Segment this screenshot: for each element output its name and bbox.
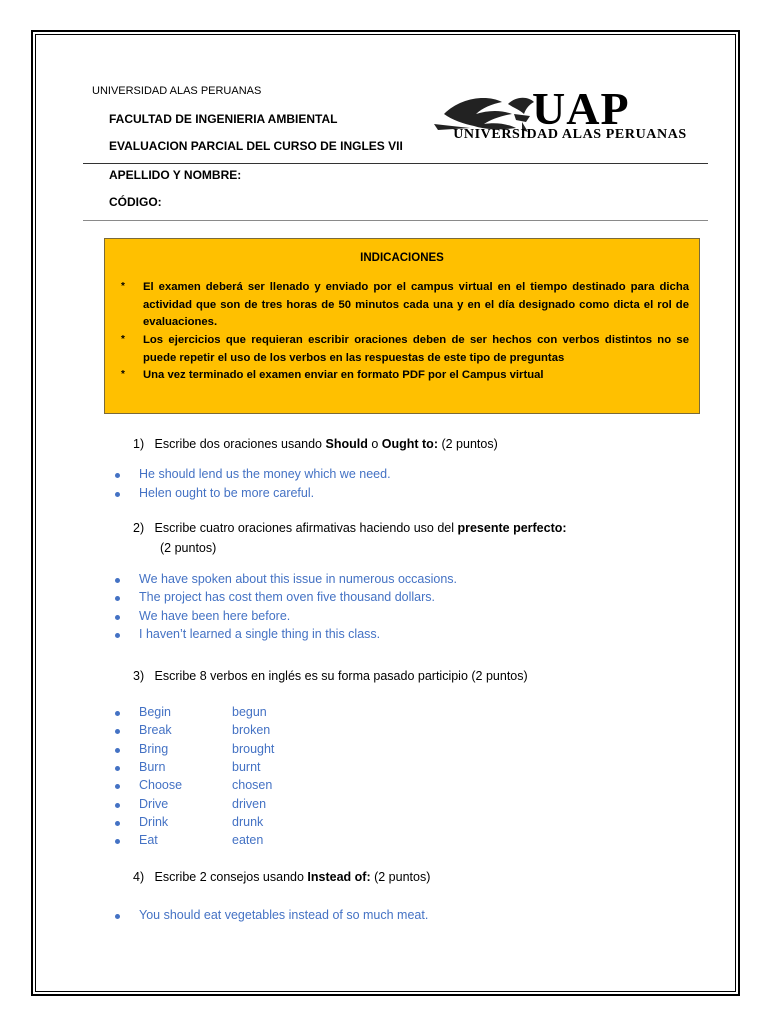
question-2-points: (2 puntos) bbox=[160, 541, 217, 555]
verb-base-form: Choose bbox=[139, 778, 183, 792]
question-1: 1) Escribe dos oraciones usando Should o Ought to: (2 puntos) bbox=[133, 437, 498, 451]
bullet-dot-icon bbox=[115, 711, 120, 716]
bullet-dot-icon bbox=[115, 596, 120, 601]
logo-university-name: UNIVERSIDAD ALAS PERUANAS bbox=[453, 127, 687, 142]
answer-line: You should eat vegetables instead of so much meat. bbox=[139, 908, 429, 922]
bullet-dot-icon bbox=[115, 839, 120, 844]
bullet-dot-icon bbox=[115, 492, 120, 497]
answer-line: We have been here before. bbox=[139, 609, 291, 623]
answer-line: He should lend us the money which we need. bbox=[139, 467, 391, 481]
name-label: APELLIDO Y NOMBRE: bbox=[109, 168, 242, 182]
verb-base-form: Break bbox=[139, 723, 172, 737]
answer-line: We have spoken about this issue in numerous occasions. bbox=[139, 572, 458, 586]
code-label: CÓDIGO: bbox=[109, 195, 162, 209]
logo-acronym: UAP bbox=[532, 83, 630, 134]
instructions-title: INDICACIONES bbox=[360, 252, 444, 264]
bullet-dot-icon bbox=[115, 821, 120, 826]
bullet-star-icon: * bbox=[121, 369, 125, 380]
bullet-dot-icon bbox=[115, 615, 120, 620]
verb-base-form: Drink bbox=[139, 815, 169, 829]
verb-past-participle: chosen bbox=[232, 778, 273, 792]
exam-title: EVALUACION PARCIAL DEL CURSO DE INGLES VII bbox=[109, 139, 403, 153]
answer-line: Helen ought to be more careful. bbox=[139, 486, 315, 500]
verb-base-form: Drive bbox=[139, 797, 169, 811]
faculty-title: FACULTAD DE INGENIERIA AMBIENTAL bbox=[109, 112, 338, 126]
verb-past-participle: begun bbox=[232, 705, 267, 719]
bullet-dot-icon bbox=[115, 803, 120, 808]
header-divider bbox=[83, 163, 708, 164]
answer-line: The project has cost them oven five thousand dollars. bbox=[139, 590, 435, 604]
verb-past-participle: drunk bbox=[232, 815, 264, 829]
bullet-dot-icon bbox=[115, 748, 120, 753]
university-name-small: UNIVERSIDAD ALAS PERUANAS bbox=[92, 85, 262, 97]
verb-past-participle: burnt bbox=[232, 760, 261, 774]
verb-past-participle: broken bbox=[232, 723, 271, 737]
answer-line: I haven’t learned a single thing in this class. bbox=[139, 627, 381, 641]
bullet-dot-icon bbox=[115, 473, 120, 478]
bullet-dot-icon bbox=[115, 784, 120, 789]
bullet-dot-icon bbox=[115, 766, 120, 771]
verb-base-form: Bring bbox=[139, 742, 169, 756]
question-3: 3) Escribe 8 verbos en inglés es su forma pasado participio (2 puntos) bbox=[133, 669, 528, 683]
question-4: 4) Escribe 2 consejos usando Instead of: (2 puntos) bbox=[133, 870, 431, 884]
verb-past-participle: eaten bbox=[232, 833, 264, 847]
header-divider-bottom bbox=[83, 220, 708, 221]
bullet-dot-icon bbox=[115, 578, 120, 583]
verb-base-form: Burn bbox=[139, 760, 166, 774]
bullet-star-icon: * bbox=[121, 334, 125, 345]
verb-base-form: Eat bbox=[139, 833, 158, 847]
bullet-dot-icon bbox=[115, 633, 120, 638]
instruction-item: Los ejercicios que requieran escribir oraciones deben de ser hechos con verbos distintos no se puede repetir el uso de los verbos en las respuestas de este tipo de preguntas bbox=[143, 334, 689, 364]
bullet-star-icon: * bbox=[121, 281, 125, 292]
verb-base-form: Begin bbox=[139, 705, 171, 719]
instructions-box bbox=[104, 238, 700, 414]
bullet-dot-icon bbox=[115, 914, 120, 919]
verb-past-participle: brought bbox=[232, 742, 275, 756]
instruction-item: Una vez terminado el examen enviar en formato PDF por el Campus virtual bbox=[143, 369, 544, 381]
question-2: 2) Escribe cuatro oraciones afirmativas haciendo uso del presente perfecto: bbox=[133, 521, 567, 535]
bullet-dot-icon bbox=[115, 729, 120, 734]
verb-past-participle: driven bbox=[232, 797, 267, 811]
instruction-item: El examen deberá ser llenado y enviado por el campus virtual en el tiempo destinado para dicha actividad que son de tres horas de 50 minutos cada una y en el día designado como dicta el rol de evaluaciones. bbox=[143, 281, 689, 328]
